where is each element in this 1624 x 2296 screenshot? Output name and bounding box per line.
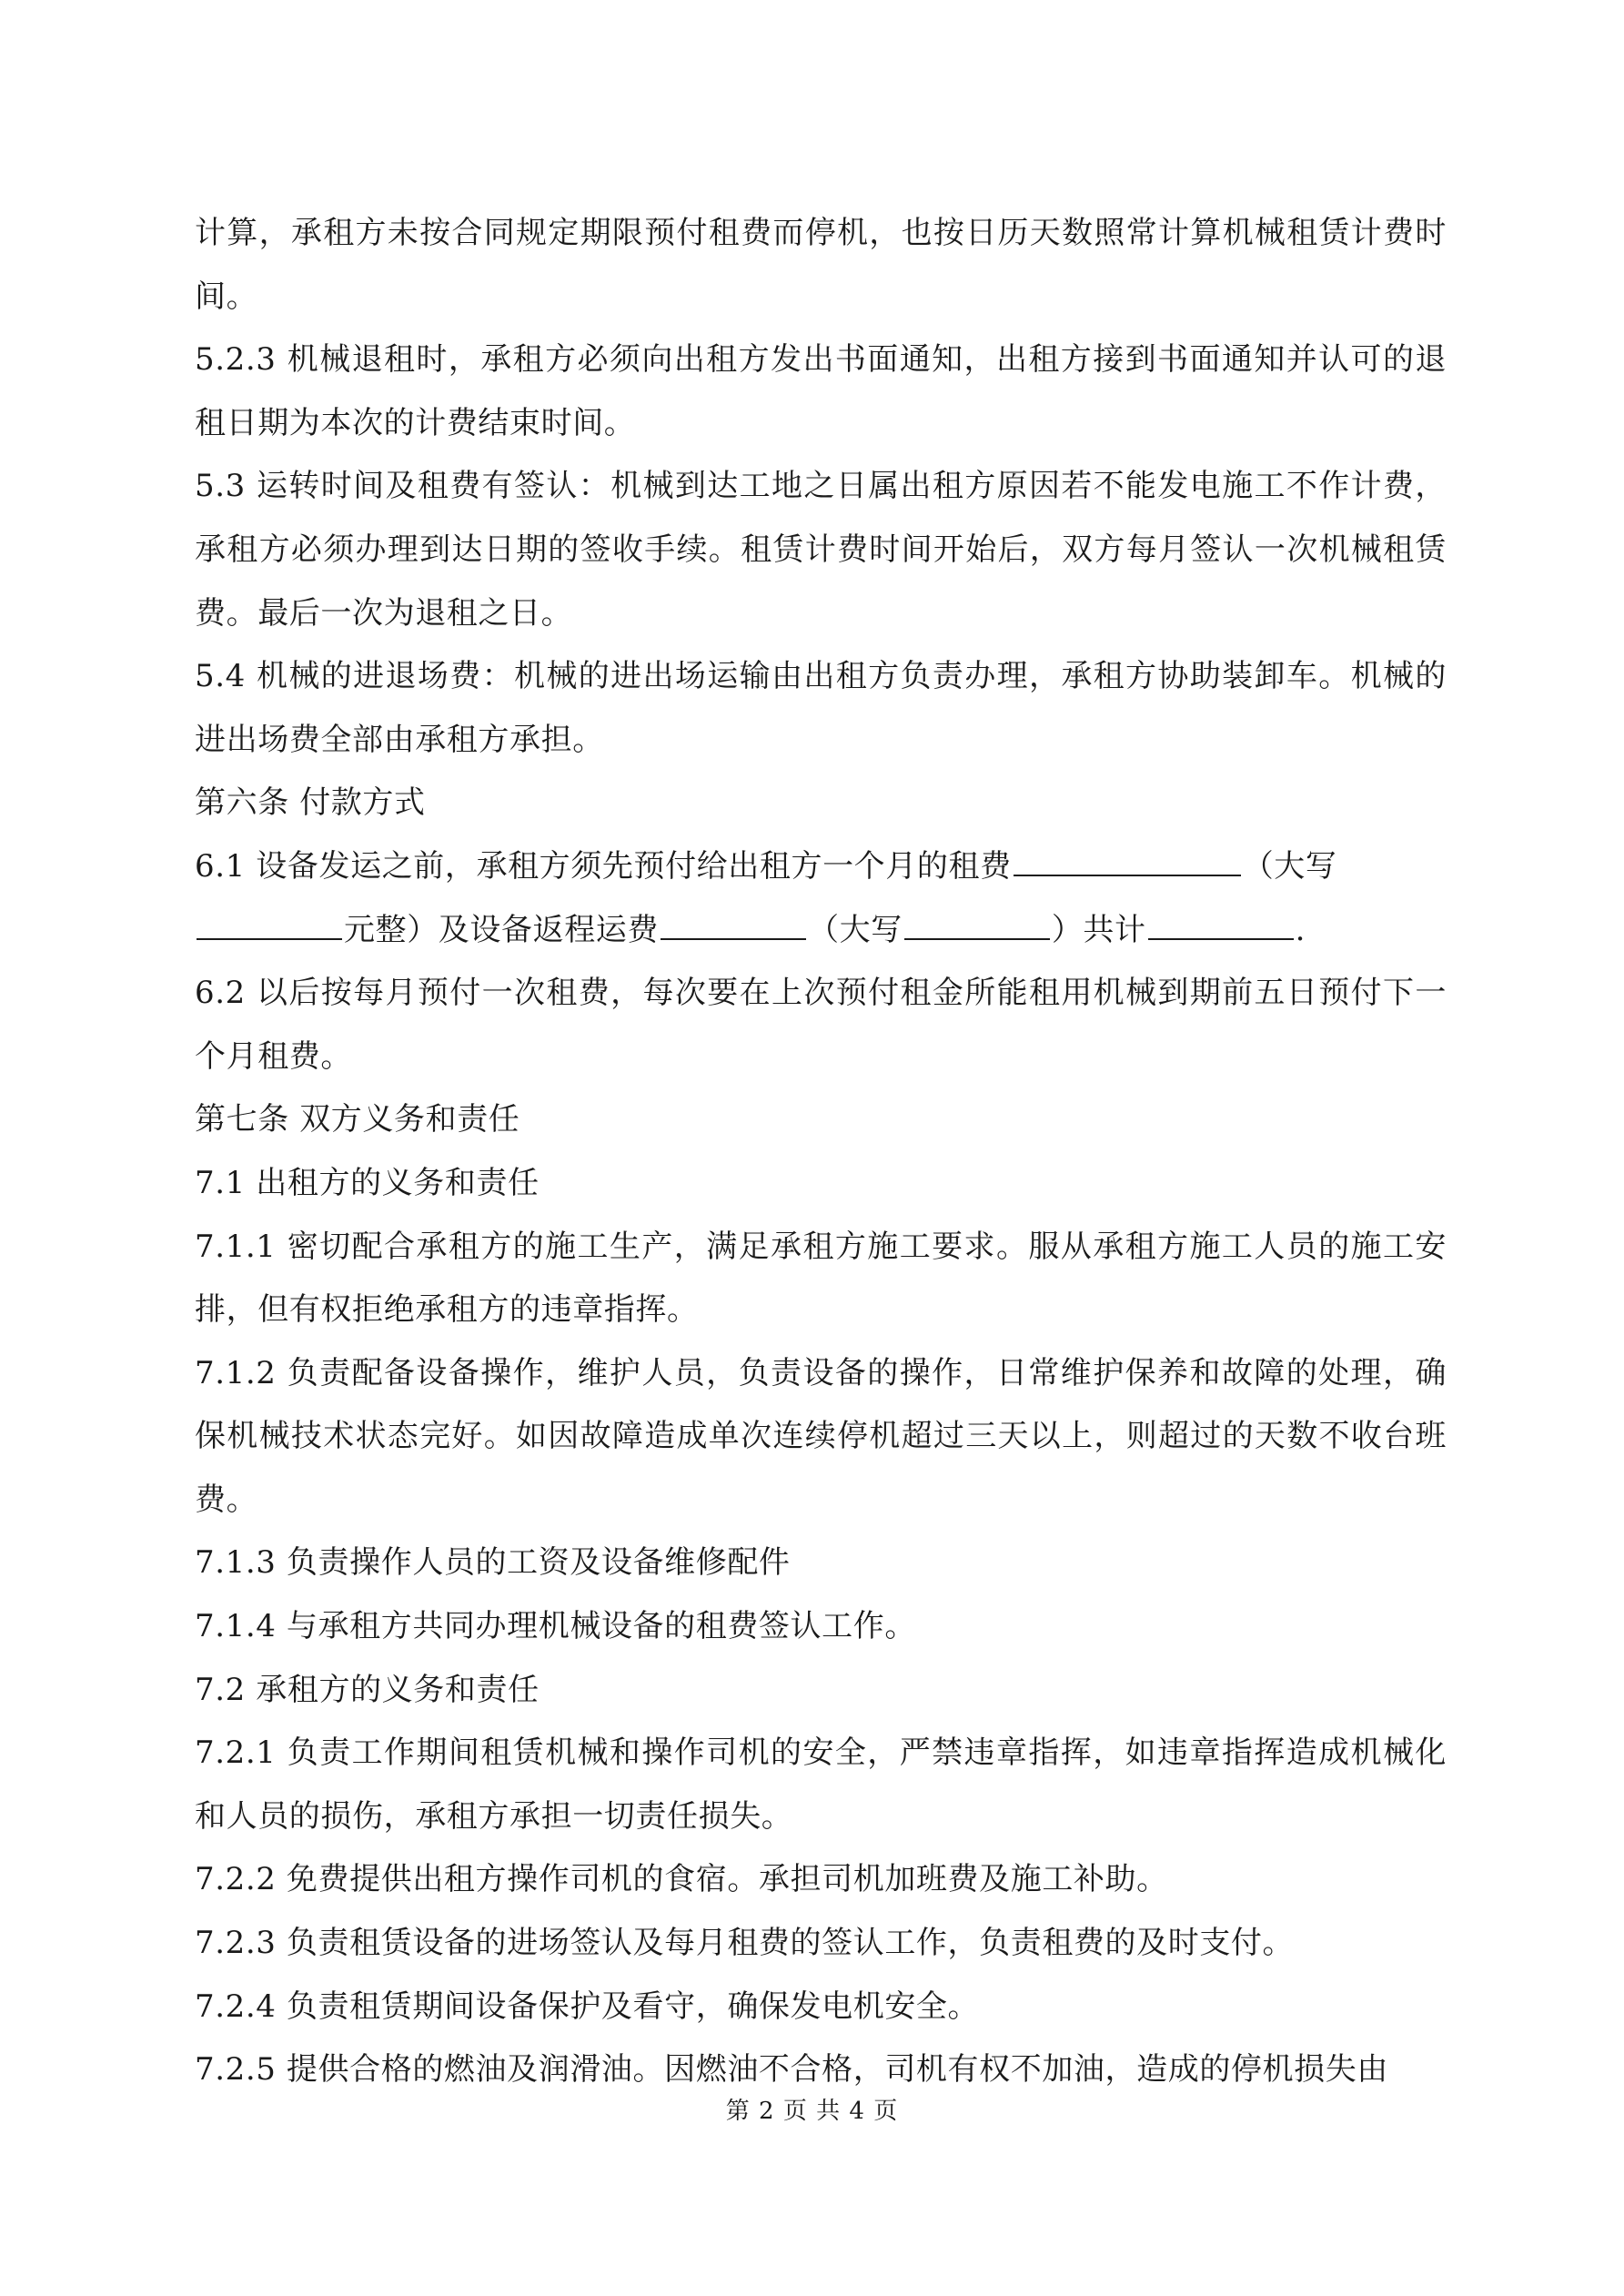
page-footer: 第 2 页 共 4 页 (725, 2098, 899, 2125)
article-6-heading: 第六条 付款方式 (195, 784, 426, 822)
clause-5-4: 5.4 机械的进退场费：机械的进出场运输由出租方负责办理，承租方协助装卸车。机械的进出场费全部由承租方承担。 (195, 658, 1447, 758)
document-body (195, 202, 1447, 2102)
clause-7-2: 7.2 承租方的义务和责任 (195, 1671, 540, 1708)
clause-7-1-4: 7.1.4 与承租方共同办理机械设备的租费签认工作。 (195, 1608, 916, 1645)
fill-blank-rent-capital[interactable] (197, 907, 342, 940)
fill-blank-total[interactable] (1148, 907, 1294, 940)
clause-7-1-1: 7.1.1 密切配合承租方的施工生产，满足承租方施工要求。服从承租方施工人员的施工安排，但有权拒绝承租方的违章指挥。 (195, 1228, 1447, 1329)
clause-6-1-text-1: 6.1 设备发运之前，承租方须先预付给出租方一个月的租费 (195, 847, 1012, 885)
clause-6-1-text-5: ）共计 (1051, 911, 1146, 948)
fill-blank-return-freight[interactable] (661, 907, 806, 940)
clause-5-3: 5.3 运转时间及租费有签认：机械到达工地之日属出租方原因若不能发电施工不作计费，承租方必须办理到达日期的签收手续。租赁计费时间开始后，双方每月签认一次机械租赁费。最后一次为退租之日。 (195, 468, 1447, 632)
clause-7-2-2: 7.2.2 免费提供出租方操作司机的食宿。承担司机加班费及施工补助。 (195, 1861, 1168, 1898)
clause-7-2-3: 7.2.3 负责租赁设备的进场签认及每月租费的签认工作，负责租费的及时支付。 (195, 1925, 1295, 1962)
clause-7-1-2: 7.1.2 负责配备设备操作，维护人员，负责设备的操作，日常维护保养和故障的处理，确保机械技术状态完好。如因故障造成单次连续停机超过三天以上，则超过的天数不收台班费。 (195, 1354, 1447, 1518)
clause-6-1 (195, 835, 1447, 962)
clause-6-1-text-3: 元整）及设备返程运费 (344, 911, 659, 948)
clause-7-2-1: 7.2.1 负责工作期间租赁机械和操作司机的安全，严禁违章指挥，如违章指挥造成机械化和人员的损伤，承租方承担一切责任损失。 (195, 1735, 1447, 1835)
clause-7-1-3: 7.1.3 负责操作人员的工资及设备维修配件 (195, 1544, 791, 1582)
clause-5-2-3: 5.2.3 机械退租时，承租方必须向出租方发出书面通知，出租方接到书面通知并认可的退租日期为本次的计费结束时间。 (195, 341, 1447, 441)
fill-blank-freight-capital[interactable] (904, 907, 1050, 940)
clause-6-2: 6.2 以后按每月预付一次租费，每次要在上次预付租金所能租用机械到期前五日预付下一个月租费。 (195, 975, 1447, 1075)
article-7-heading: 第七条 双方义务和责任 (195, 1101, 520, 1138)
clause-7-2-5: 7.2.5 提供合格的燃油及润滑油。因燃油不合格，司机有权不加油，造成的停机损失由 (195, 2051, 1388, 2089)
clause-6-1-text-4: （大写 (808, 911, 903, 948)
paragraph-continuation: 计算，承租方未按合同规定期限预付租费而停机，也按日历天数照常计算机械租赁计费时间。 (195, 215, 1447, 315)
fill-blank-rent-amount[interactable] (1014, 844, 1241, 876)
clause-7-1: 7.1 出租方的义务和责任 (195, 1164, 540, 1201)
clause-6-1-text-2: （大写 (1242, 847, 1337, 885)
clause-7-2-4: 7.2.4 负责租赁期间设备保护及看守，确保发电机安全。 (195, 1988, 980, 2025)
clause-6-1-text-6: . (1295, 911, 1306, 948)
